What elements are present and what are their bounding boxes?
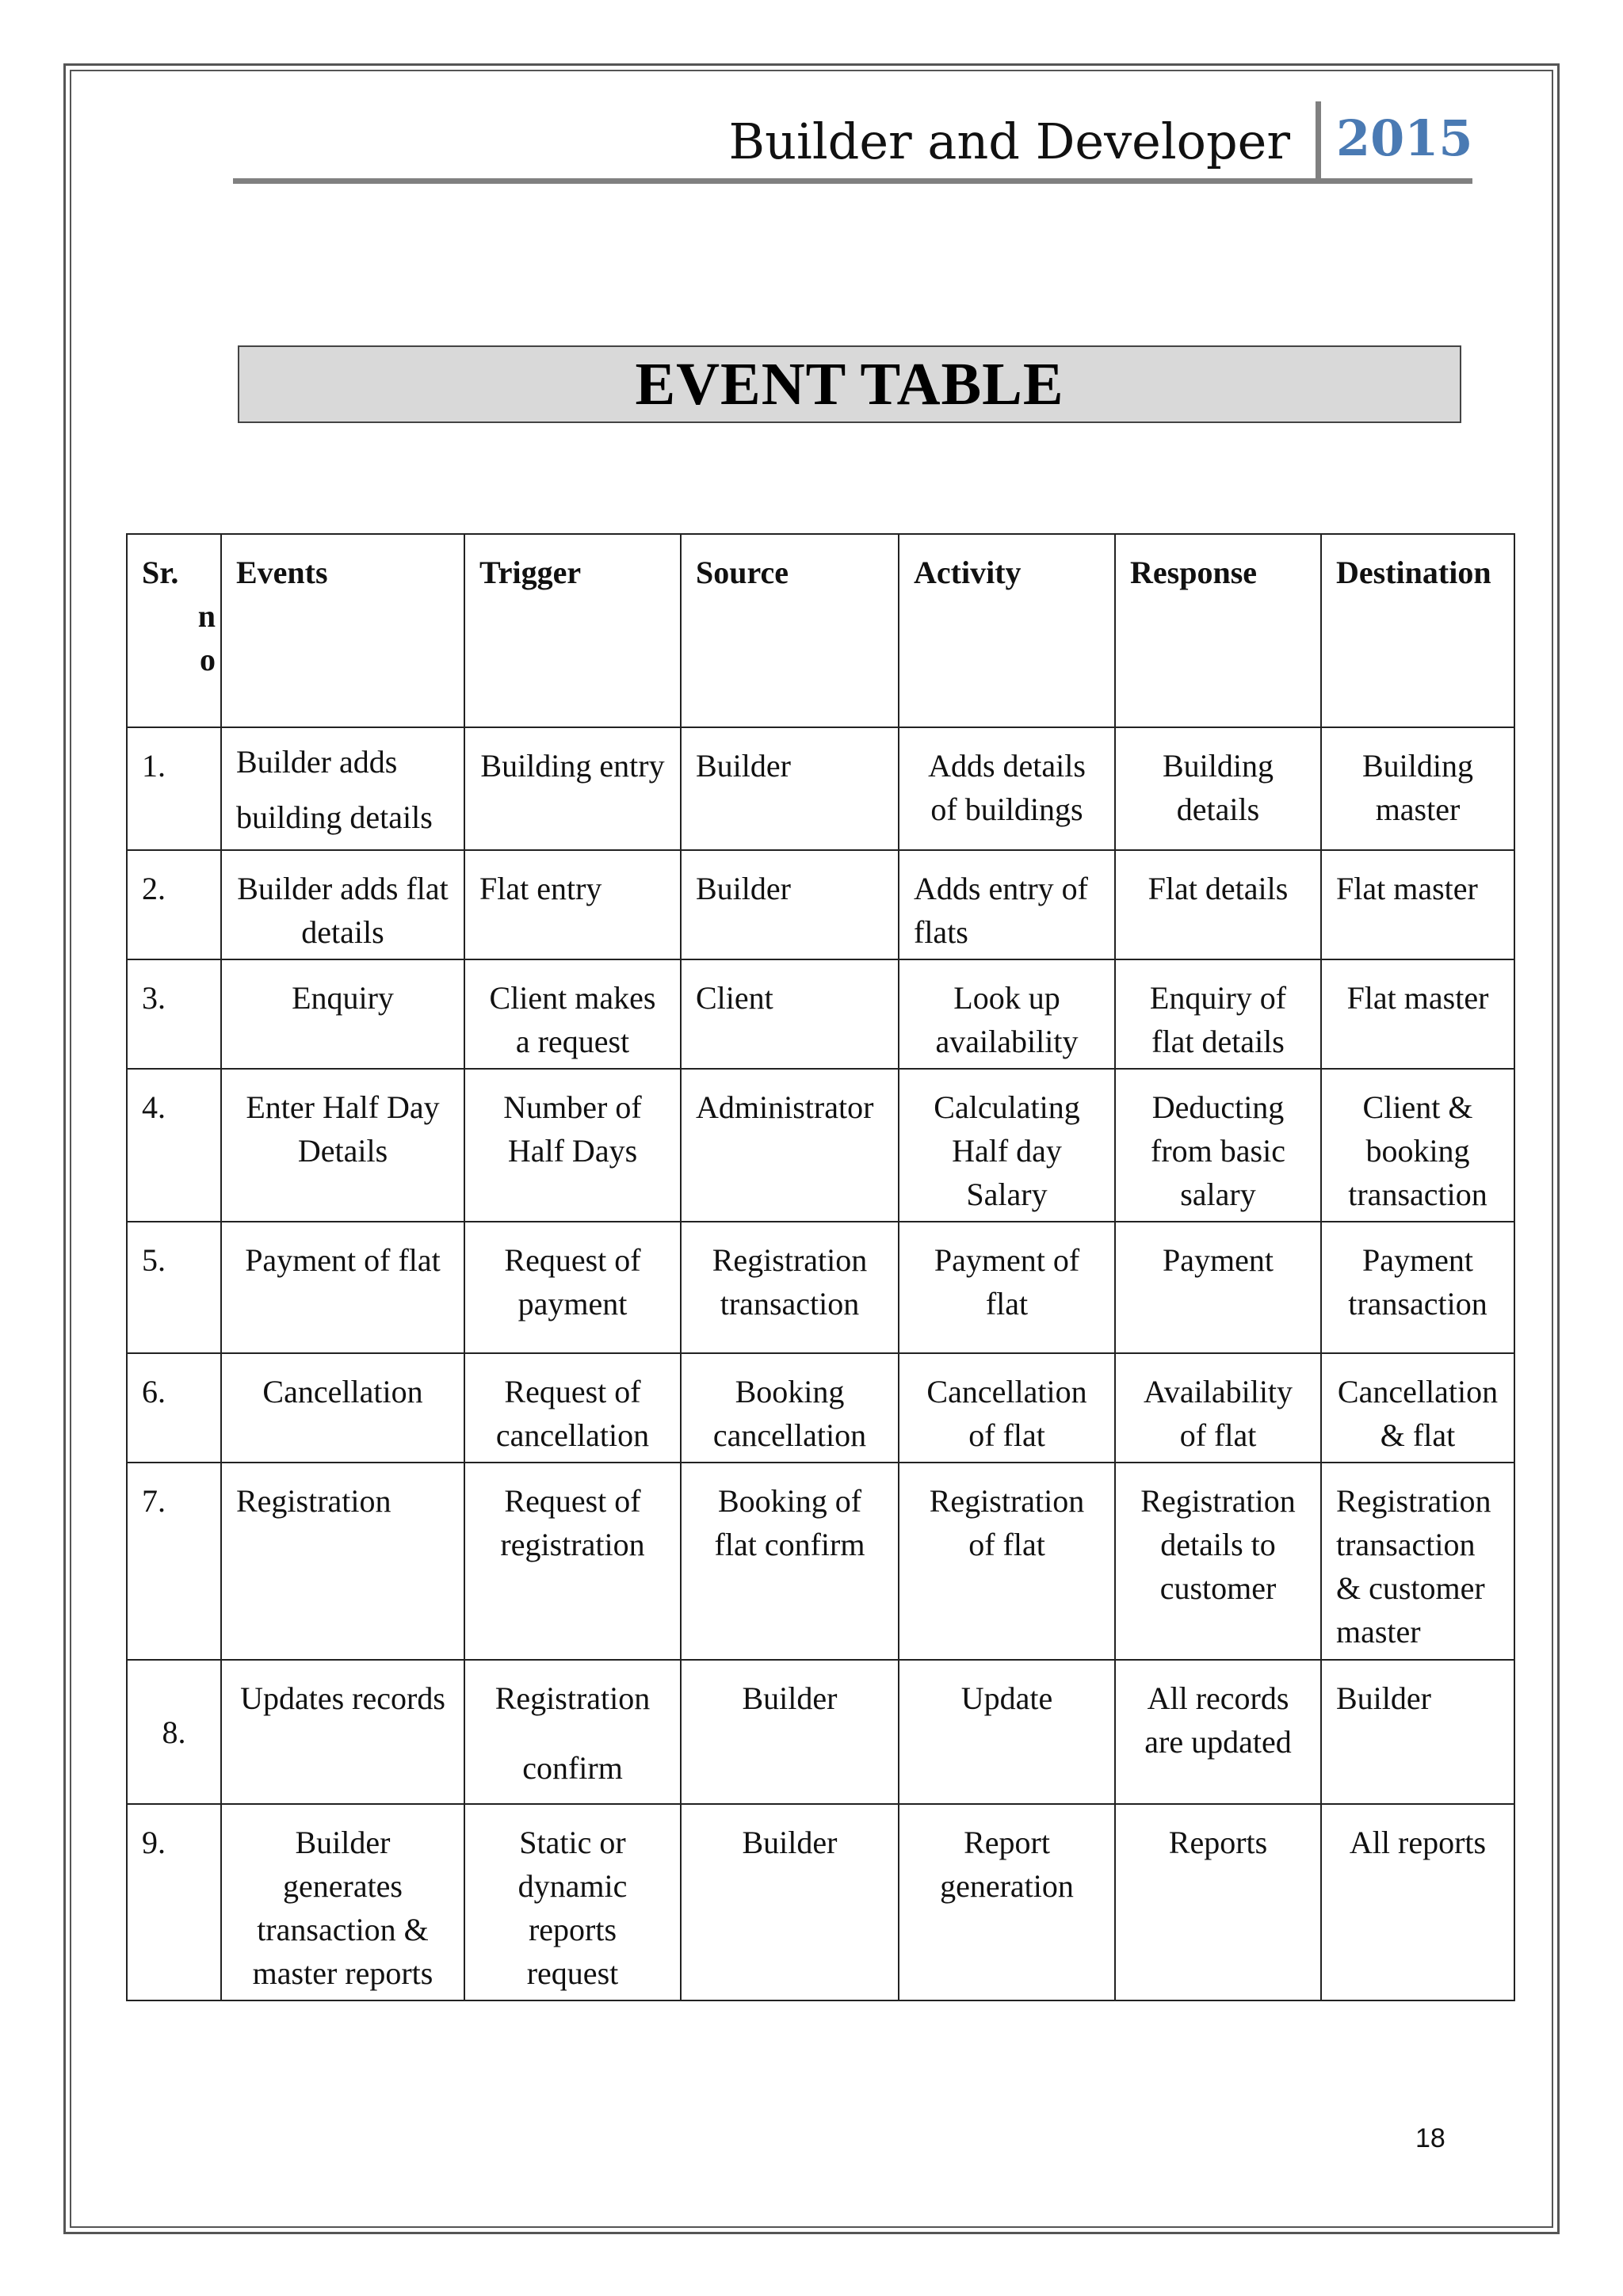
cell-activity: Calculating Half day Salary xyxy=(899,1069,1115,1222)
cell-event: Builder adds flat details xyxy=(221,850,464,959)
cell-source: Booking of flat confirm xyxy=(681,1463,899,1660)
cell-response: All records are updated xyxy=(1115,1660,1321,1804)
table-row xyxy=(127,727,1514,850)
cell-source: Builder xyxy=(681,850,899,959)
table-row xyxy=(127,1222,1514,1353)
cell-response: Registration details to customer xyxy=(1115,1463,1321,1660)
cell-trigger: Static or dynamic reports request xyxy=(464,1804,681,2000)
table-row xyxy=(127,1353,1514,1463)
cell-sr-no: 6. xyxy=(127,1353,221,1463)
cell-source: Builder xyxy=(681,1804,899,2000)
header-sr-o: o xyxy=(200,642,216,677)
table-header-row xyxy=(127,534,1514,727)
cell-activity: Registration of flat xyxy=(899,1463,1115,1660)
cell-activity: Payment of flat xyxy=(899,1222,1115,1353)
cell-destination: All reports xyxy=(1321,1804,1514,2000)
cell-event: Enquiry xyxy=(221,959,464,1069)
cell-destination: Client & booking transaction xyxy=(1321,1069,1514,1222)
table-row xyxy=(127,1069,1514,1222)
cell-destination: Payment transaction xyxy=(1321,1222,1514,1353)
cell-response: Enquiry of flat details xyxy=(1115,959,1321,1069)
cell-event: Builder adds building details xyxy=(221,727,464,850)
cell-trigger: Request of cancellation xyxy=(464,1353,681,1463)
table-row xyxy=(127,1660,1514,1804)
cell-trigger: Request of registration xyxy=(464,1463,681,1660)
cell-response: Payment xyxy=(1115,1222,1321,1353)
cell-sr-no: 8. xyxy=(127,1660,221,1804)
cell-trigger: Client makes a request xyxy=(464,959,681,1069)
cell-sr-no: 9. xyxy=(127,1804,221,2000)
cell-sr-no: 7. xyxy=(127,1463,221,1660)
cell-destination: Cancellation & flat xyxy=(1321,1353,1514,1463)
header-sr-n: n xyxy=(197,598,216,634)
cell-trigger: Building entry xyxy=(464,727,681,850)
table-row xyxy=(127,959,1514,1069)
header-events: Events xyxy=(221,534,464,727)
cell-destination: Flat master xyxy=(1321,959,1514,1069)
cell-response: Flat details xyxy=(1115,850,1321,959)
cell-sr-no: 4. xyxy=(127,1069,221,1222)
cell-activity: Cancellation of flat xyxy=(899,1353,1115,1463)
cell-destination: Registration transaction & customer master xyxy=(1321,1463,1514,1660)
header-source: Source xyxy=(681,534,899,727)
cell-response: Building details xyxy=(1115,727,1321,850)
cell-trigger: Request of payment xyxy=(464,1222,681,1353)
cell-activity: Adds details of buildings xyxy=(899,727,1115,850)
cell-source: Client xyxy=(681,959,899,1069)
cell-event: Cancellation xyxy=(221,1353,464,1463)
cell-event: Builder generates transaction & master reports xyxy=(221,1804,464,2000)
cell-response: Availability of flat xyxy=(1115,1353,1321,1463)
section-title-box xyxy=(238,345,1461,423)
header-trigger: Trigger xyxy=(464,534,681,727)
cell-activity: Update xyxy=(899,1660,1115,1804)
cell-source: Booking cancellation xyxy=(681,1353,899,1463)
header-sr-label: Sr. xyxy=(142,555,179,590)
cell-event: Updates records xyxy=(221,1660,464,1804)
cell-sr-no: 2. xyxy=(127,850,221,959)
page-number: 18 xyxy=(1415,2123,1445,2153)
header-sr-no xyxy=(127,534,221,727)
cell-event: Payment of flat xyxy=(221,1222,464,1353)
cell-activity: Report generation xyxy=(899,1804,1115,2000)
cell-destination: Flat master xyxy=(1321,850,1514,959)
table-row xyxy=(127,1463,1514,1660)
header-title: Builder and Developer xyxy=(728,113,1290,170)
header-rule xyxy=(233,178,1472,184)
table-row xyxy=(127,850,1514,959)
cell-activity: Look up availability xyxy=(899,959,1115,1069)
cell-source: Registration transaction xyxy=(681,1222,899,1353)
cell-event: Enter Half Day Details xyxy=(221,1069,464,1222)
cell-trigger: Flat entry xyxy=(464,850,681,959)
cell-event: Registration xyxy=(221,1463,464,1660)
header-year: 2015 xyxy=(1336,109,1473,167)
cell-sr-no: 3. xyxy=(127,959,221,1069)
cell-activity: Adds entry of flats xyxy=(899,850,1115,959)
cell-response: Reports xyxy=(1115,1804,1321,2000)
header-response: Response xyxy=(1115,534,1321,727)
section-title: EVENT TABLE xyxy=(635,350,1064,418)
header-separator xyxy=(1316,101,1321,184)
cell-sr-no: 5. xyxy=(127,1222,221,1353)
cell-sr-no: 1. xyxy=(127,727,221,850)
cell-destination: Building master xyxy=(1321,727,1514,850)
cell-trigger: Registration confirm xyxy=(464,1660,681,1804)
cell-source: Builder xyxy=(681,1660,899,1804)
header-destination: Destination xyxy=(1321,534,1514,727)
table-row xyxy=(127,1804,1514,2000)
header-activity: Activity xyxy=(899,534,1115,727)
cell-response: Deducting from basic salary xyxy=(1115,1069,1321,1222)
event-table xyxy=(126,533,1515,2001)
cell-source: Builder xyxy=(681,727,899,850)
cell-destination: Builder xyxy=(1321,1660,1514,1804)
page-header xyxy=(233,101,1472,184)
cell-source: Administrator xyxy=(681,1069,899,1222)
cell-trigger: Number of Half Days xyxy=(464,1069,681,1222)
